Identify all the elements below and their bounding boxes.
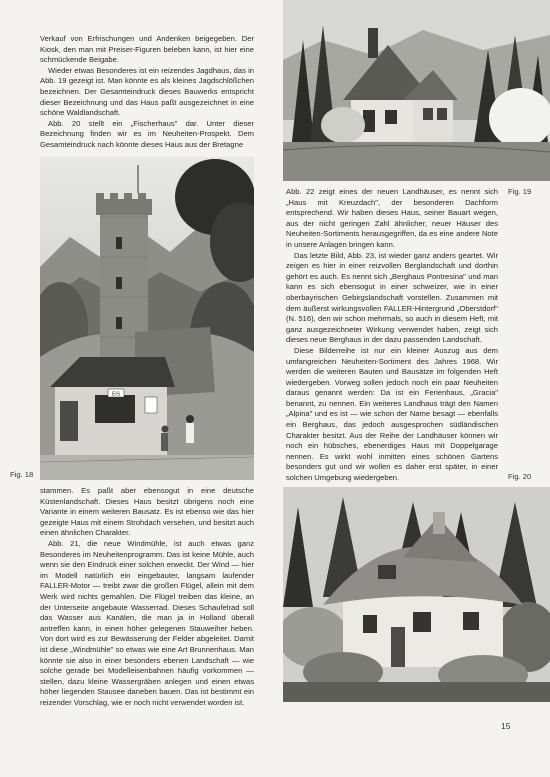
left-column-bottom-text	[40, 486, 254, 708]
paragraph: Verkauf von Erfrischungen und Andenken beigegeben. Der Kiosk, den man mit Preiser-Figuren beleben kann, ist hier eine schmückende Beigabe.	[40, 34, 254, 65]
paragraph: Abb. 20 stellt ein „Fischerhaus" dar. Unter dieser Bezeichnung finden wir es im Neuheiten-Prospekt. Dem Gesamteindruck nach könnte dieses Haus aus der Bretagne	[40, 118, 254, 149]
kiosk-sign-text: EIS	[111, 391, 121, 398]
paragraph: Abb. 22 zeigt eines der neuen Landhäuser, es nennt sich „Haus mit Kreuzdach", der besonderen Dachform entsprechend. Wir haben dieses Haus, seiner Bauart wegen, aus der nicht geringen Zahl ähnlicher, neuer Häuser des Neuheiten-Sortiments herausgegriffen, da es eine andere Note in unsere Anlagen bringen kann.	[286, 187, 498, 249]
photo-fisherman-house	[283, 487, 550, 702]
figure-label-20: Fig. 20	[508, 472, 532, 481]
paragraph: stammen. Es paßt aber ebensogut in eine deutsche Küstenlandschaft. Dieses Haus besitzt übrigens noch eine Variante in einem weiteren Bausatz. Es ist ebenso wie das hier gezeigte Haus mit einem Strohdach versehen, und besitzt auch einen ähnlichen Charakter.	[40, 486, 254, 538]
paragraph: Abb. 21, die neue Windmühle, ist auch etwas ganz Besonderes im Neuheitenprogramm. Das ist keine Mühle, auch wenn sie den Eindruck einer solchen erweckt. Der Wind — hier im Modell natürlich ein eingebauter, langsam laufender FALLER-Motor — treibt zwar die großen Flügel, allein mit dem Werk wird nichts gemahlen. Die Flügel treiben das kleine, an der Unterseite angebaute Wasserrad. Dieses Schaufelrad soll das Wasser aus Kanälen, die man ja in Holland überall antreffen kann, in einen höher gelegenen Stauweiher heben. Von dort wird es zur Bewässerung der Felder abgeleitet. Damit ist diese „Windmühle" so etwas wie eine Art Brunnenhaus. Man könnte sie also in einer besonders ebenen Landschaft — wie solche gerade bei Modelleisenbahnen häufig vorkommen — stellen, dazu kleine Wassergräben anlegen und einen etwas höher liegenden Stausee daneben bauen. Das ist bestimmt ein reizender Vorschlag, wie er noch nicht verwendet worden ist.	[40, 538, 254, 707]
paragraph: Das letzte Bild, Abb. 23, ist wieder ganz anders geartet. Wir zeigen es hier in einer reizvollen Berglandschaft und dorthin gehört es auch. Es nennt sich „Berghaus Pontresina" und man kann es sich ebensogut in einer schweizer, wie in einer oberbayrischen Gebirgslandschaft vorstellen. Zusammen mit dem äußerst wirkungsvollen FALLER-Hintergrund „Oberstdorf" (N. 516), den wir schon mehrmals, so auch in diesem Heft, mit ganz ausgezeichneter Wirkung verwendet haben, zeigt sich dieses neue Berghaus in der dazu passenden Landschaft.	[286, 250, 498, 345]
paragraph: Wieder etwas Besonderes ist ein reizendes Jagdhaus, das in Abb. 19 gezeigt ist. Man könnte es als kleines Jagdschlößchen bezeichnen. Der Gesamteindruck dieses Bauwerks entspricht dieser Bezeichnung und das Haus paßt ausgezeichnet in eine schöne Waldlandschaft.	[40, 65, 254, 118]
paragraph: Diese Bilderreihe ist nur ein kleiner Auszug aus dem umfangreichen Neuheiten-Sortiment des Jahres 1968. Wir werden die weiteren Bauten und Bausätze im folgenden Heft wiedergeben. Vorweg sollen jedoch noch ein paar Neuheiten daraus genannt werden: Da ist ein Ferienhaus, „Gracia" benannt, zu nennen. Ein weiteres Landhaus trägt den Namen „Alpina" und es ist — wie schon der Name besagt — ebenfalls ein Berghaus, das jedoch ausgesprochen südländischen Charakter besitzt. Aus der Reihe der Landhäuser können wir noch ein hübsches, ebenerdiges Haus mit Doppelgarage nennen. Es wirkt wohl inmitten eines schönen Gartens besonders gut und wir wollen es daher erst später, in einer solchen Umgebung wiedergeben.	[286, 345, 498, 483]
page-number: 15	[501, 721, 511, 731]
figure-label-19: Fig. 19	[508, 187, 532, 196]
photo-tower-kiosk	[40, 157, 254, 480]
right-column-text	[286, 187, 498, 484]
photo-hunting-lodge	[283, 0, 550, 181]
left-column-top-text	[40, 34, 254, 151]
figure-label-18: Fig. 18	[10, 470, 34, 479]
